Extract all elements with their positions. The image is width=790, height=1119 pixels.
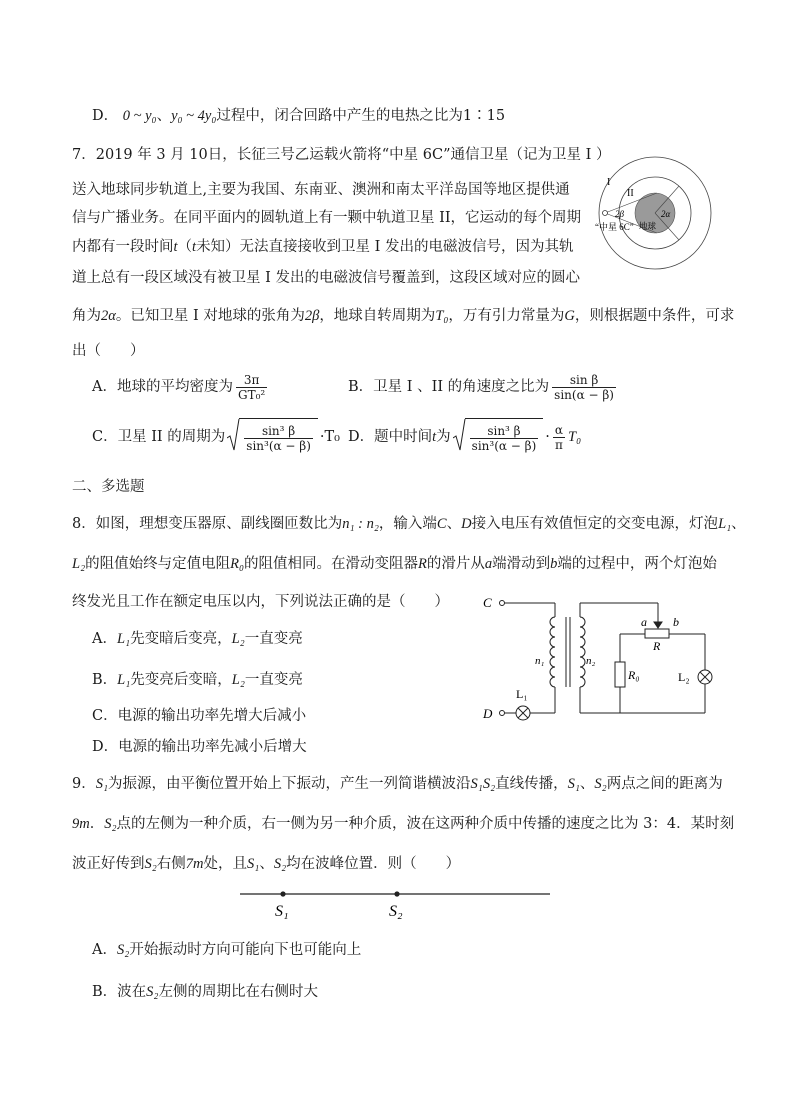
label-r0: R₀ xyxy=(628,668,640,682)
var-R0: R₀ xyxy=(230,556,245,572)
fraction xyxy=(553,423,565,452)
text: 、 xyxy=(259,856,274,872)
var-L1: L₁ xyxy=(116,631,131,647)
text: 的滑片从 xyxy=(426,556,485,572)
numerator: sin³ β xyxy=(244,424,313,439)
label-c: C xyxy=(483,595,492,610)
label-n2: n₂ xyxy=(586,655,596,667)
denominator: π xyxy=(555,437,563,452)
var-D: D xyxy=(461,516,472,532)
text: 。已知卫星 I 对地球的张角为 xyxy=(115,308,305,324)
q7-option-c xyxy=(92,418,340,456)
option-label: B．卫星 I 、II 的角速度之比为 xyxy=(348,379,550,395)
var-t: t xyxy=(173,239,178,255)
var-T0: T₀ xyxy=(568,429,582,445)
orbit-2-label: II xyxy=(627,188,634,199)
q8-line-1 xyxy=(72,514,746,534)
text: ，地球自转周期为 xyxy=(319,308,436,324)
q8-option-b xyxy=(92,670,303,690)
q7-line-6 xyxy=(72,306,734,326)
q9-line-2 xyxy=(72,814,734,834)
resistor-r0 xyxy=(615,662,625,687)
text: 端滑动到 xyxy=(492,556,551,572)
text: 9． xyxy=(72,776,96,792)
text: 波正好传到 xyxy=(72,856,145,872)
angle-2alpha-label: 2α xyxy=(661,209,671,219)
var-T0: T₀ xyxy=(435,308,449,324)
option-label: B． xyxy=(92,672,118,688)
angle-2beta-label: 2β xyxy=(615,209,624,219)
q7-option-a xyxy=(92,370,270,404)
text: 为振源，由平衡位置开始上下振动，产生一列简谐横波沿 xyxy=(108,776,471,792)
label-d: D xyxy=(483,706,493,721)
denominator: sin³(α − β) xyxy=(246,438,311,453)
option-text: 过程中，闭合回路中产生的电热之比为 xyxy=(216,108,463,124)
var-b: b xyxy=(550,556,558,572)
point-s2 xyxy=(394,891,399,896)
rheostat-r xyxy=(645,629,669,638)
orbit-diagram xyxy=(595,155,720,275)
text: 均在波峰位置．则（ ） xyxy=(286,856,461,872)
var-s1: S₁ xyxy=(567,776,580,792)
slider-arrow xyxy=(654,622,662,628)
text: 右侧 xyxy=(156,856,186,872)
var-s1s2: S₁S₂ xyxy=(470,776,496,792)
var-n-ratio: n₁ : n₂ xyxy=(342,516,379,532)
option-label: C．卫星 II 的周期为 xyxy=(92,429,226,445)
text: 、 xyxy=(731,516,746,532)
option-label: D．题中时间 xyxy=(348,429,433,445)
text: 先变暗后变亮， xyxy=(130,631,232,647)
ratio: 1∶15 xyxy=(462,108,506,124)
section-title: 二、多选题 xyxy=(72,479,145,495)
text: 为 xyxy=(436,429,451,445)
text: 直线传播， xyxy=(495,776,568,792)
var-R: R xyxy=(418,556,427,572)
label-l1: L₁ xyxy=(516,687,528,701)
var-s1: S₁ xyxy=(95,776,109,792)
var-C: C xyxy=(436,516,447,532)
var-s1: S₁ xyxy=(247,856,260,872)
text: 8．如图，理想变压器原、副线圈匝数比为 xyxy=(72,516,343,532)
var-a: a xyxy=(484,556,493,572)
terminal-d xyxy=(500,711,505,716)
var-t: t xyxy=(192,239,197,255)
q7-option-d: D．题中时间t为 $\frac{\text{sin³ β}}{\text{sin³(α − β)}}$ · $\frac{\alpha}{\pi}$ T₀ xyxy=(348,418,581,456)
denominator: sin(α − β) xyxy=(554,387,614,402)
q7-line-1: 7．2019 年 3 月 10日，长征三号乙运载火箭将“中星 6C”通信卫星（记为卫星 I ） xyxy=(72,147,611,163)
q9-line-1 xyxy=(72,774,723,794)
var-L2: L₂ xyxy=(231,631,245,647)
earth-label: 地球 xyxy=(639,221,657,231)
var-7m: 7m xyxy=(185,856,204,872)
wave-line-figure xyxy=(230,884,560,924)
fraction xyxy=(552,373,616,402)
fraction xyxy=(244,424,313,453)
option-label: B．波在 xyxy=(92,984,147,1000)
range-2: y₀ ~ 4y₀ xyxy=(171,108,217,124)
fraction xyxy=(236,373,267,402)
q8-option-a xyxy=(92,629,303,649)
var-L1: L₁ xyxy=(718,516,732,532)
text: 未知）无法直接接收到卫星 I 发出的电磁波信号，因为其轨 xyxy=(196,239,574,255)
text: 、 xyxy=(579,776,595,792)
text: （ xyxy=(177,239,193,255)
var-2alpha: 2α xyxy=(101,308,116,324)
numerator: 3π xyxy=(236,373,267,388)
q8-line-2 xyxy=(72,554,717,574)
label-s1: S₁ xyxy=(275,903,289,920)
denominator: sin³(α − β) xyxy=(471,438,537,453)
satellite-marker xyxy=(603,211,608,216)
var-9m: 9m xyxy=(72,816,90,832)
terminal-c xyxy=(500,601,505,606)
var-t: t xyxy=(432,429,437,445)
q7-line-3: 信与广播业务。在同平面内的圆轨道上有一颗中轨道卫星 II，它运动的每个周期 xyxy=(72,210,582,226)
var-s2: S₂ xyxy=(594,776,607,792)
point-s1 xyxy=(280,891,285,896)
numerator: sin β xyxy=(552,373,616,388)
denominator: GT₀² xyxy=(237,387,266,402)
var-L2: L₂ xyxy=(72,556,86,572)
sqrt xyxy=(227,418,318,456)
text: 角为 xyxy=(72,308,101,324)
q8-option-d: D．电源的输出功率先减小后增大 xyxy=(92,739,307,755)
q7-option-b xyxy=(348,370,619,404)
text: 处，且 xyxy=(203,856,248,872)
q9-option-a xyxy=(92,940,361,960)
text: 、 xyxy=(446,516,462,532)
numerator: α xyxy=(554,422,564,437)
q7-line-7: 出（ ） xyxy=(72,343,145,359)
text: ，万有引力常量为 xyxy=(448,308,565,324)
text: 的阻值始终与定值电阻 xyxy=(85,556,231,572)
text: 的阻值相同。在滑动变阻器 xyxy=(244,556,419,572)
q6-option-d: D． 0 ~ y₀、y₀ ~ 4y₀过程中，闭合回路中产生的电热之比为1∶15 xyxy=(92,108,506,124)
q7-line-2: 送入地球同步轨道上,主要为我国、东南亚、澳洲和南太平洋岛国等地区提供通 xyxy=(72,182,570,198)
var-s2: S₂ xyxy=(146,984,159,1000)
text: 先变亮后变暗， xyxy=(130,672,232,688)
sqrt xyxy=(453,418,544,456)
q8-option-c: C．电源的输出功率先增大后减小 xyxy=(92,708,307,724)
var-s2: S₂ xyxy=(273,856,287,872)
var-L2: L₂ xyxy=(231,672,245,688)
text: 内都有一段时间 xyxy=(72,239,174,255)
text: ． xyxy=(89,816,105,832)
q9-option-b xyxy=(92,982,318,1002)
text: ，输入端 xyxy=(378,516,437,532)
numerator: sin³ β xyxy=(470,424,539,439)
text: ，则根据题中条件，可求 xyxy=(574,308,735,324)
var-G: G xyxy=(564,308,575,324)
text: 两点之间的距离为 xyxy=(606,776,723,792)
text: 端的过程中，两个灯泡始 xyxy=(557,556,717,572)
var-s2: S₂ xyxy=(104,816,117,832)
option-label: A． xyxy=(92,631,117,647)
text: 左侧的周期比在右侧时大 xyxy=(158,984,318,1000)
tail: ·T₀ xyxy=(319,429,340,445)
label-b: b xyxy=(673,615,679,629)
secondary-coil xyxy=(580,617,585,687)
text: 接入电压有效值恒定的交变电源，灯泡 xyxy=(471,516,719,532)
fraction xyxy=(470,424,539,453)
var-s2: S₂ xyxy=(144,856,157,872)
label-r: R xyxy=(653,639,661,653)
q9-line-3 xyxy=(72,854,460,874)
q8-line-3: 终发光且工作在额定电压以内，下列说法正确的是（ ） xyxy=(72,594,449,610)
var-L1: L₁ xyxy=(117,672,131,688)
text: 一直变亮 xyxy=(244,672,303,688)
q7-line-5: 道上总有一段区域没有被卫星 I 发出的电磁波信号覆盖到，这段区域对应的圆心 xyxy=(72,270,580,286)
range-1: 0 ~ y₀ xyxy=(122,108,157,124)
label-a: a xyxy=(641,615,647,629)
option-label: A．地球的平均密度为 xyxy=(92,379,233,395)
option-label: D． xyxy=(92,108,119,124)
text: 开始振动时方向可能向下也可能向上 xyxy=(129,942,362,958)
primary-coil xyxy=(550,617,555,687)
label-l2: L₂ xyxy=(678,670,690,684)
satellite-label: “中星 6C” xyxy=(595,222,634,232)
label-s2: S₂ xyxy=(389,903,403,920)
var-s2: S₂ xyxy=(116,942,130,958)
option-label: A． xyxy=(92,942,117,958)
text: 一直变亮 xyxy=(244,631,303,647)
text: 点的左侧为一种介质，右一侧为另一种介质，波在这两种介质中传播的速度之比为 3：4．某时刻 xyxy=(116,816,735,832)
orbit-1-label: I xyxy=(607,177,611,188)
q7-line-4 xyxy=(72,237,574,257)
label-n1: n₁ xyxy=(535,655,545,667)
transformer-circuit xyxy=(480,592,720,727)
var-2beta: 2β xyxy=(304,308,320,324)
